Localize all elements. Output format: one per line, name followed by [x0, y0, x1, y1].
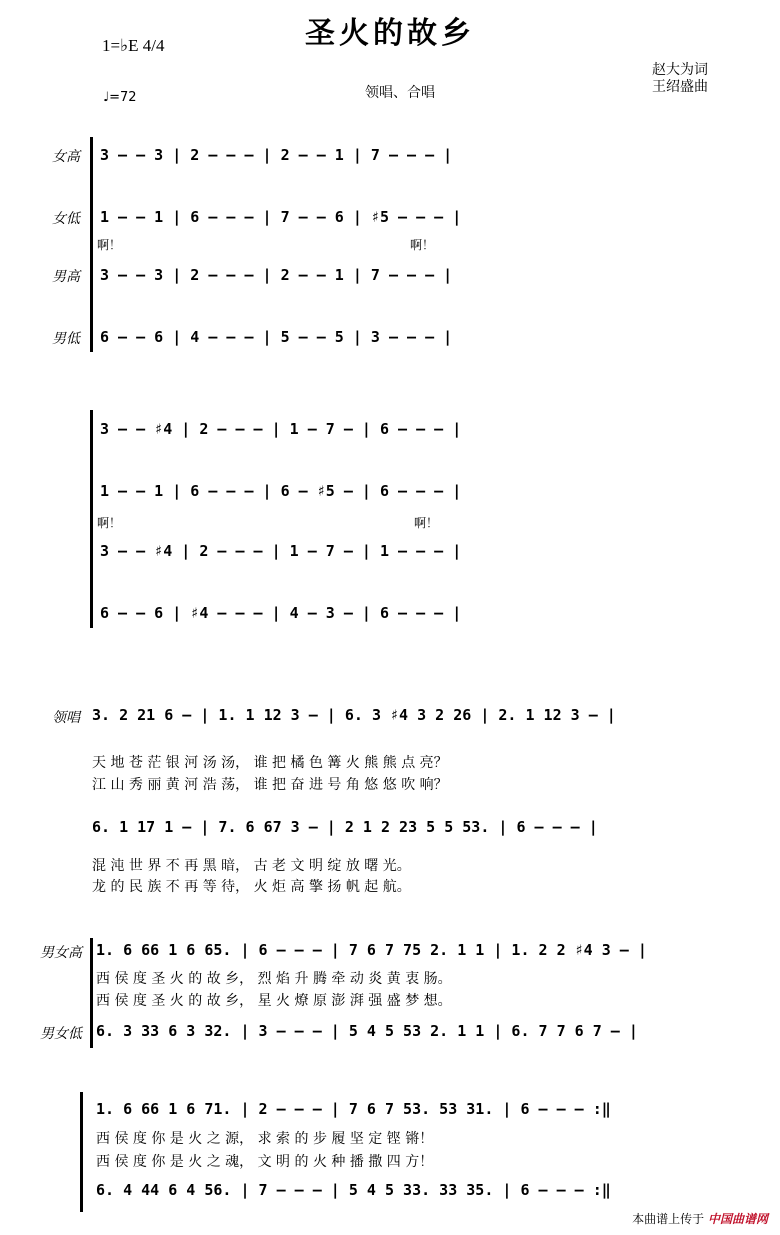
lyrics-solo-line1-verse2: 江 山 秀 丽 黄 河 浩 荡， 谁 把 奋 进 号 角 悠 悠 吹 响？ — [92, 777, 448, 793]
notes-solo-line1: 3. 2 21 6 – | 1. 1 12 3 – | 6. 3 ♯4 3 2 26 | 2. 1 12 3 – | — [92, 706, 616, 724]
notes-bass-sys1: 6 – – 6 | 4 – – – | 5 – – 5 | 3 – – – | — [100, 328, 453, 346]
voicing: 领唱、合唱 — [365, 85, 435, 101]
part-label-soprano: 女高 — [52, 149, 80, 165]
system-brace — [90, 938, 93, 1048]
watermark-text: 本曲谱上传于 — [632, 1212, 705, 1226]
notes-tenor-sys2: 3 – – ♯4 | 2 – – – | 1 – 7 – | 1 – – – | — [100, 542, 462, 560]
lyric-ah: 啊！ — [410, 238, 435, 252]
lyrics-chorus-line2-verse1: 西 侯 度 你 是 火 之 源， 求 索 的 步 履 坚 定 铿 锵！ — [96, 1131, 434, 1147]
lyrics-solo-line2-verse1: 混 沌 世 界 不 再 黑 暗， 古 老 文 明 绽 放 曙 光。 — [92, 858, 411, 874]
notes-soprano-sys2: 3 – – ♯4 | 2 – – – | 1 – 7 – | 6 – – – | — [100, 420, 462, 438]
part-label-lower: 男女低 — [40, 1026, 82, 1042]
notes-soprano-sys1: 3 – – 3 | 2 – – – | 2 – – 1 | 7 – – – | — [100, 146, 453, 164]
notes-alto-sys2: 1 – – 1 | 6 – – – | 6 – ♯5 – | 6 – – – | — [100, 482, 462, 500]
part-label-bass: 男低 — [52, 331, 80, 347]
lyricist: 赵大为词 — [652, 62, 708, 78]
system-brace — [80, 1092, 83, 1212]
watermark — [632, 1210, 768, 1227]
part-label-solo: 领唱 — [52, 710, 80, 726]
part-label-alto: 女低 — [52, 211, 80, 227]
composer: 王绍盛曲 — [652, 79, 708, 95]
watermark-logo: 中国曲谱网 — [707, 1212, 768, 1226]
system-brace — [90, 137, 93, 352]
system-brace — [90, 410, 93, 628]
lyric-ah: 啊！ — [414, 516, 439, 530]
lyrics-solo-line2-verse2: 龙 的 民 族 不 再 等 待， 火 炬 高 擎 扬 帆 起 航。 — [92, 879, 411, 895]
notes-tenor-sys1: 3 – – 3 | 2 – – – | 2 – – 1 | 7 – – – | — [100, 266, 453, 284]
notes-alto-sys1: 1 – – 1 | 6 – – – | 7 – – 6 | ♯5 – – – | — [100, 208, 462, 226]
lyrics-solo-line1-verse1: 天 地 苍 茫 银 河 汤 汤， 谁 把 橘 色 篝 火 熊 熊 点 亮？ — [92, 755, 448, 771]
part-label-upper: 男女高 — [40, 945, 82, 961]
notes-chorus-upper-line1: 1. 6 66 1 6 65. | 6 – – – | 7 6 7 75 2. 1 1 | 1. 2 2 ♯4 3 – | — [96, 941, 647, 959]
notes-chorus-lower-line1: 6. 3 33 6 3 32. | 3 – – – | 5 4 5 53 2. 1 1 | 6. 7 7 6 7 – | — [96, 1022, 638, 1040]
key-signature: 1=♭E 4/4 — [102, 36, 165, 55]
tempo-marking: ♩=72 — [103, 90, 137, 105]
notes-bass-sys2: 6 – – 6 | ♯4 – – – | 4 – 3 – | 6 – – – | — [100, 604, 462, 622]
lyric-ah: 啊！ — [97, 238, 122, 252]
lyrics-chorus-line2-verse2: 西 侯 度 你 是 火 之 魂， 文 明 的 火 种 播 撒 四 方！ — [96, 1154, 434, 1170]
page-title: 圣火的故乡 — [305, 16, 475, 51]
lyric-ah: 啊！ — [97, 516, 122, 530]
lyrics-chorus-line1-verse1: 西 侯 度 圣 火 的 故 乡， 烈 焰 升 腾 牵 动 炎 黄 衷 肠。 — [96, 971, 452, 987]
lyrics-chorus-line1-verse2: 西 侯 度 圣 火 的 故 乡， 星 火 燎 原 澎 湃 强 盛 梦 想。 — [96, 993, 452, 1009]
credits — [652, 62, 708, 96]
notes-solo-line2: 6. 1 17 1 – | 7. 6 67 3 – | 2 1 2 23 5 5 53. | 6 – – – | — [92, 818, 598, 836]
notes-chorus-lower-line2: 6. 4 44 6 4 56. | 7 – – – | 5 4 5 33. 33 35. | 6 – – – :‖ — [96, 1181, 611, 1199]
part-label-tenor: 男高 — [52, 269, 80, 285]
notes-chorus-upper-line2: 1. 6 66 1 6 71. | 2 – – – | 7 6 7 53. 53 31. | 6 – – – :‖ — [96, 1100, 611, 1118]
